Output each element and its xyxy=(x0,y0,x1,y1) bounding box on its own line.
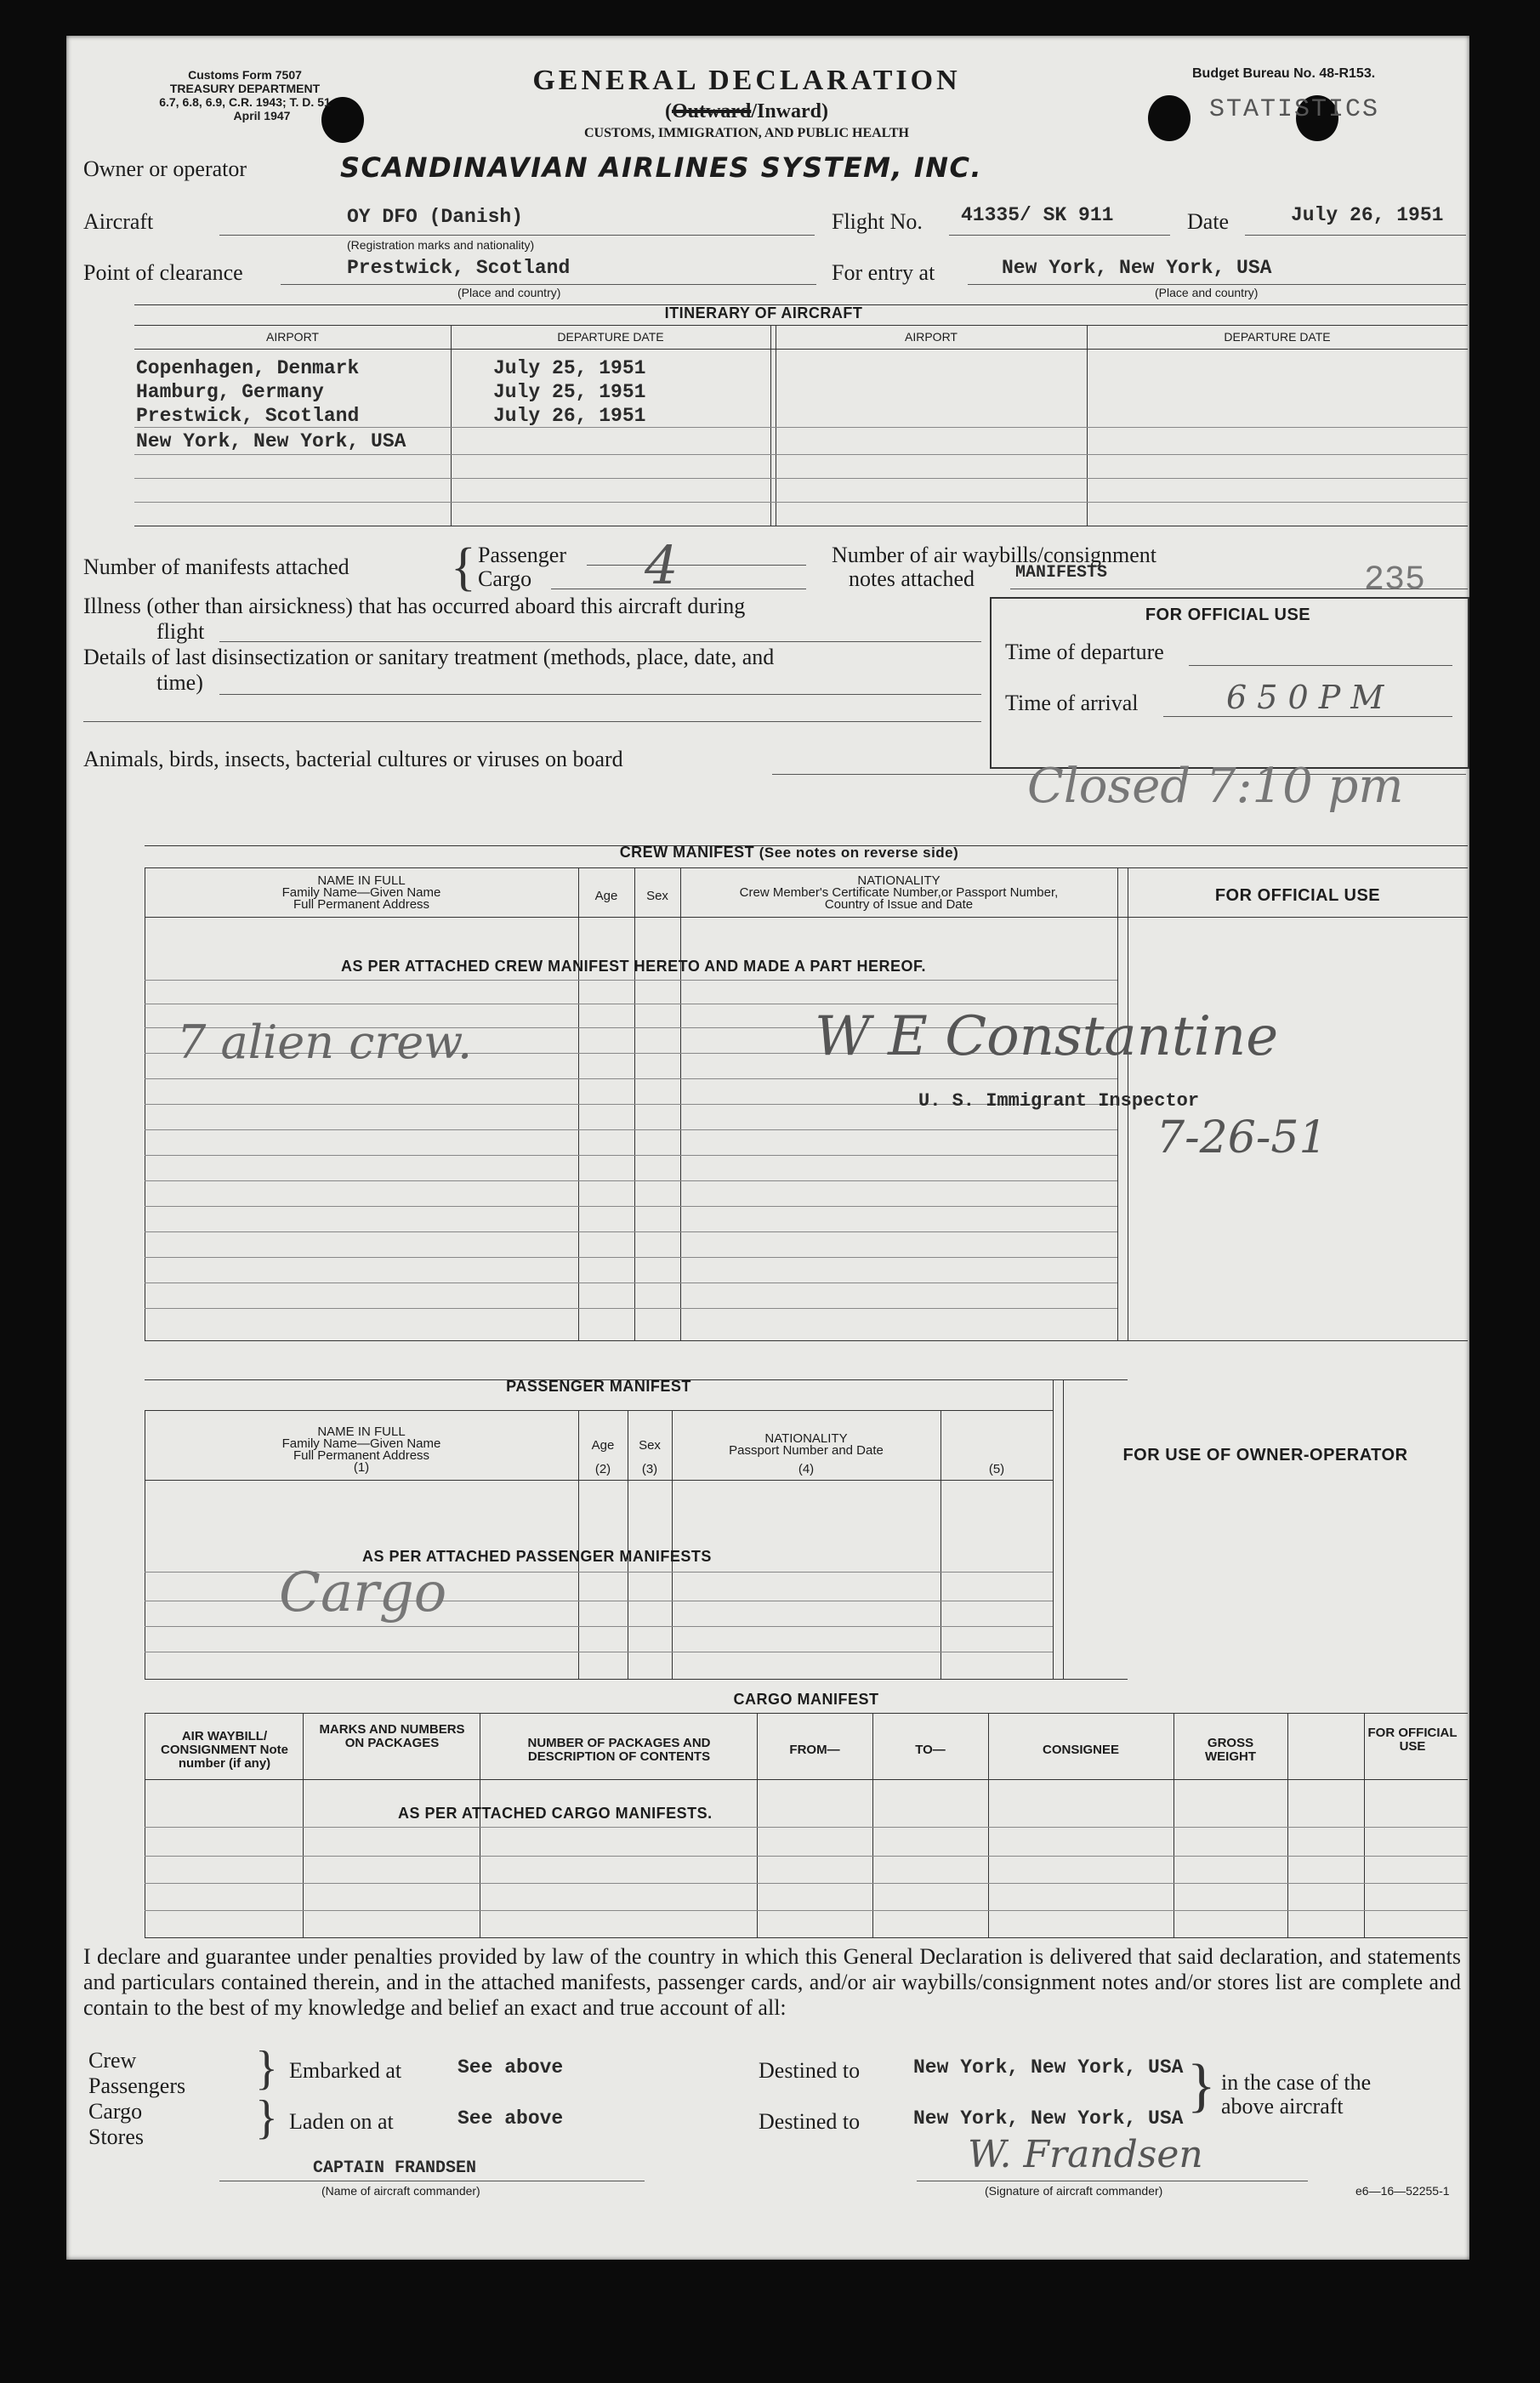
crew-handwritten-note: 7 alien crew. xyxy=(177,1015,473,1069)
manifests-cargo: Cargo xyxy=(478,566,532,591)
cargo-manifest-title: CARGO MANIFEST xyxy=(733,1691,879,1708)
itinerary-date: July 26, 1951 xyxy=(493,405,646,427)
owner-value: SCANDINAVIAN AIRLINES SYSTEM, INC. xyxy=(340,151,983,184)
declaration-text: I declare and guarantee under penalties provided by law of the country in which this General Declaration is delivered that said declaration, and statements and particulars contained therein, and in the attached manifests, passenger cards, and/or air waybills/consignment notes and/or stores list are complete and contain to the best of my knowledge and belief an exact and true account of all: xyxy=(83,1944,1461,2020)
disinsect-label: Details of last disinsectization or sanitary treatment (methods, place, date, and xyxy=(83,645,775,669)
statistics-stamp: STATISTICS xyxy=(1209,95,1380,124)
crew-col-sex: Sex xyxy=(646,889,668,903)
decl-brace-2: } xyxy=(255,2091,278,2144)
aircraft-note: (Registration marks and nationality) xyxy=(347,238,535,252)
crew-col-name: NAME IN FULL xyxy=(317,873,406,888)
disinsect-label-2: time) xyxy=(156,670,203,695)
time-of-arrival-value: 6 5 0 P M xyxy=(1226,679,1384,716)
manifests-brace: { xyxy=(451,538,476,596)
passenger-manifest-title: PASSENGER MANIFEST xyxy=(506,1378,691,1395)
subtitle-struck: Outward xyxy=(671,100,752,122)
itinerary-airport: Hamburg, Germany xyxy=(136,381,324,403)
cargo-col-packages: NUMBER OF PACKAGES AND DESCRIPTION OF CONTENTS xyxy=(527,1736,711,1764)
decl-stores: Stores xyxy=(88,2124,144,2149)
crew-col-nationality: NATIONALITY xyxy=(857,873,940,888)
crew-col-nationality-2: Crew Member's Certificate Number,or Passport Number, xyxy=(739,885,1059,900)
entry-note: (Place and country) xyxy=(1155,286,1259,299)
illness-label-2: flight xyxy=(156,619,205,644)
inspector-title: U. S. Immigrant Inspector xyxy=(918,1090,1200,1112)
closed-note: Closed 7:10 pm xyxy=(1027,759,1404,814)
crew-title-note: (See notes on reverse side) xyxy=(759,845,959,861)
crew-col-official: FOR OFFICIAL USE xyxy=(1214,886,1381,905)
decl-brace-3: } xyxy=(1187,2053,1216,2119)
itinerary-airport: Prestwick, Scotland xyxy=(136,405,360,427)
entry-value: New York, New York, USA xyxy=(1002,257,1272,279)
manifests-count: 4 xyxy=(645,534,679,596)
itinerary-col-airport: AIRPORT xyxy=(266,330,319,344)
date-label: Date xyxy=(1187,209,1230,234)
itinerary-date: July 25, 1951 xyxy=(493,357,646,379)
passenger-col-n4: (4) xyxy=(798,1462,815,1476)
cargo-col-waybill: AIR WAYBILL/ CONSIGNMENT Note number (if any) xyxy=(161,1729,288,1771)
declaration-form xyxy=(66,36,1469,2260)
waybills-value: 235 xyxy=(1364,561,1426,600)
inspector-date: 7-26-51 xyxy=(1156,1112,1327,1163)
embarked-label: Embarked at xyxy=(289,2058,402,2083)
crew-col-age: Age xyxy=(594,889,618,903)
itinerary-airport: Copenhagen, Denmark xyxy=(136,357,360,379)
print-code: e6—16—52255-1 xyxy=(1355,2184,1450,2198)
subtitle-open: ( xyxy=(664,100,672,122)
inspector-signature: W E Constantine xyxy=(815,1005,1279,1068)
form-title: GENERAL DECLARATION xyxy=(532,65,961,96)
commander-signature: W. Frandsen xyxy=(968,2133,1203,2176)
decl-cargo: Cargo xyxy=(88,2099,143,2124)
cargo-col-to: TO— xyxy=(915,1743,946,1757)
cargo-col-gross-weight: GROSS WEIGHT xyxy=(1205,1736,1256,1764)
waybills-label-1: Number of air waybills/consignment xyxy=(832,543,1156,567)
form-subtitle xyxy=(577,100,917,123)
form-date-reference: April 1947 xyxy=(233,109,291,122)
form-number: Customs Form 7507 xyxy=(188,68,302,82)
passenger-col-name: NAME IN FULL xyxy=(317,1425,406,1439)
time-of-arrival-label: Time of arrival xyxy=(1005,691,1139,715)
cargo-attached-note: AS PER ATTACHED CARGO MANIFESTS. xyxy=(398,1805,713,1822)
passenger-col-n3: (3) xyxy=(641,1462,658,1476)
laden-label: Laden on at xyxy=(289,2109,394,2134)
destined-value-1: New York, New York, USA xyxy=(913,2056,1184,2079)
passenger-col-nationality-2: Passport Number and Date xyxy=(729,1443,884,1458)
passenger-col-nationality: NATIONALITY xyxy=(764,1431,848,1446)
decl-brace-1: } xyxy=(255,2042,278,2095)
cargo-col-official: FOR OFFICIAL USE xyxy=(1367,1726,1458,1754)
itinerary-date: July 25, 1951 xyxy=(493,381,646,403)
case-label: in the case of the xyxy=(1221,2070,1372,2095)
destined-value-2: New York, New York, USA xyxy=(913,2107,1184,2130)
manifests-passenger: Passenger xyxy=(478,543,566,567)
passenger-col-name-2: Family Name—Given Name xyxy=(281,1436,441,1451)
time-of-departure-label: Time of departure xyxy=(1005,640,1164,664)
manifests-label: Number of manifests attached xyxy=(83,555,349,579)
form-subtitle-agencies: CUSTOMS, IMMIGRATION, AND PUBLIC HEALTH xyxy=(584,126,909,140)
animals-label: Animals, birds, insects, bacterial cultures or viruses on board xyxy=(83,747,623,771)
crew-manifest-title xyxy=(406,844,1172,862)
flight-label: Flight No. xyxy=(832,209,923,234)
itinerary-airport: New York, New York, USA xyxy=(136,430,406,452)
form-reference: 6.7, 6.8, 6.9, C.R. 1943; T. D. 51 xyxy=(159,95,331,109)
passenger-handwritten-note: Cargo xyxy=(279,1561,447,1624)
embarked-value: See above xyxy=(457,2056,564,2079)
passenger-col-n1: (1) xyxy=(353,1460,370,1475)
case-label-2: above aircraft xyxy=(1221,2094,1344,2119)
owner-label: Owner or operator xyxy=(83,156,247,181)
decl-crew: Crew xyxy=(88,2048,137,2073)
decl-passengers: Passengers xyxy=(88,2073,186,2098)
commander-name: CAPTAIN FRANDSEN xyxy=(313,2158,477,2178)
date-value: July 26, 1951 xyxy=(1291,204,1444,226)
cargo-col-marks: MARKS AND NUMBERS ON PACKAGES xyxy=(319,1722,465,1750)
commander-name-label: (Name of aircraft commander) xyxy=(321,2184,480,2198)
crew-col-name-2: Family Name—Given Name xyxy=(281,885,441,900)
illness-label: Illness (other than airsickness) that has occurred aboard this aircraft during xyxy=(83,594,746,618)
passenger-col-owner: FOR USE OF OWNER-OPERATOR xyxy=(1122,1446,1408,1464)
passenger-col-age: Age xyxy=(591,1438,615,1453)
entry-label: For entry at xyxy=(832,260,935,285)
destined-label-1: Destined to xyxy=(759,2058,861,2083)
passenger-col-n5: (5) xyxy=(988,1462,1005,1476)
itinerary-col-airport-2: AIRPORT xyxy=(905,330,958,344)
flight-value: 41335/ SK 911 xyxy=(961,204,1114,226)
official-use-title: FOR OFFICIAL USE xyxy=(1145,606,1311,624)
aircraft-value: OY DFO (Danish) xyxy=(347,206,524,228)
waybills-label-2: notes attached xyxy=(849,566,975,591)
laden-value: See above xyxy=(457,2107,564,2130)
passenger-col-name-3: Full Permanent Address xyxy=(293,1448,430,1463)
destined-label-2: Destined to xyxy=(759,2109,861,2134)
cargo-col-from: FROM— xyxy=(789,1743,840,1757)
punch-hole xyxy=(1148,95,1191,141)
passenger-col-n2: (2) xyxy=(594,1462,611,1476)
clearance-label: Point of clearance xyxy=(83,260,243,285)
itinerary-col-departure: DEPARTURE DATE xyxy=(557,330,664,344)
crew-col-nationality-3: Country of Issue and Date xyxy=(824,897,974,912)
itinerary-title: ITINERARY OF AIRCRAFT xyxy=(664,304,863,321)
crew-attached-note: AS PER ATTACHED CREW MANIFEST HERETO AND MADE A PART HEREOF. xyxy=(340,958,926,975)
crew-title-text: CREW MANIFEST xyxy=(619,844,755,861)
clearance-note: (Place and country) xyxy=(457,286,561,299)
commander-signature-label: (Signature of aircraft commander) xyxy=(985,2184,1163,2198)
aircraft-label: Aircraft xyxy=(83,209,154,234)
budget-bureau-number: Budget Bureau No. 48-R153. xyxy=(1192,66,1376,81)
itinerary-col-departure-2: DEPARTURE DATE xyxy=(1224,330,1331,344)
subtitle-inward: /Inward) xyxy=(751,100,829,122)
passenger-col-sex: Sex xyxy=(639,1438,661,1453)
crew-col-name-3: Full Permanent Address xyxy=(293,897,430,912)
cargo-col-consignee: CONSIGNEE xyxy=(1042,1743,1119,1757)
clearance-value: Prestwick, Scotland xyxy=(347,257,571,279)
passenger-attached-note: AS PER ATTACHED PASSENGER MANIFESTS xyxy=(362,1548,712,1565)
department: TREASURY DEPARTMENT xyxy=(169,82,321,95)
waybills-typed: MANIFESTS xyxy=(1015,563,1108,583)
